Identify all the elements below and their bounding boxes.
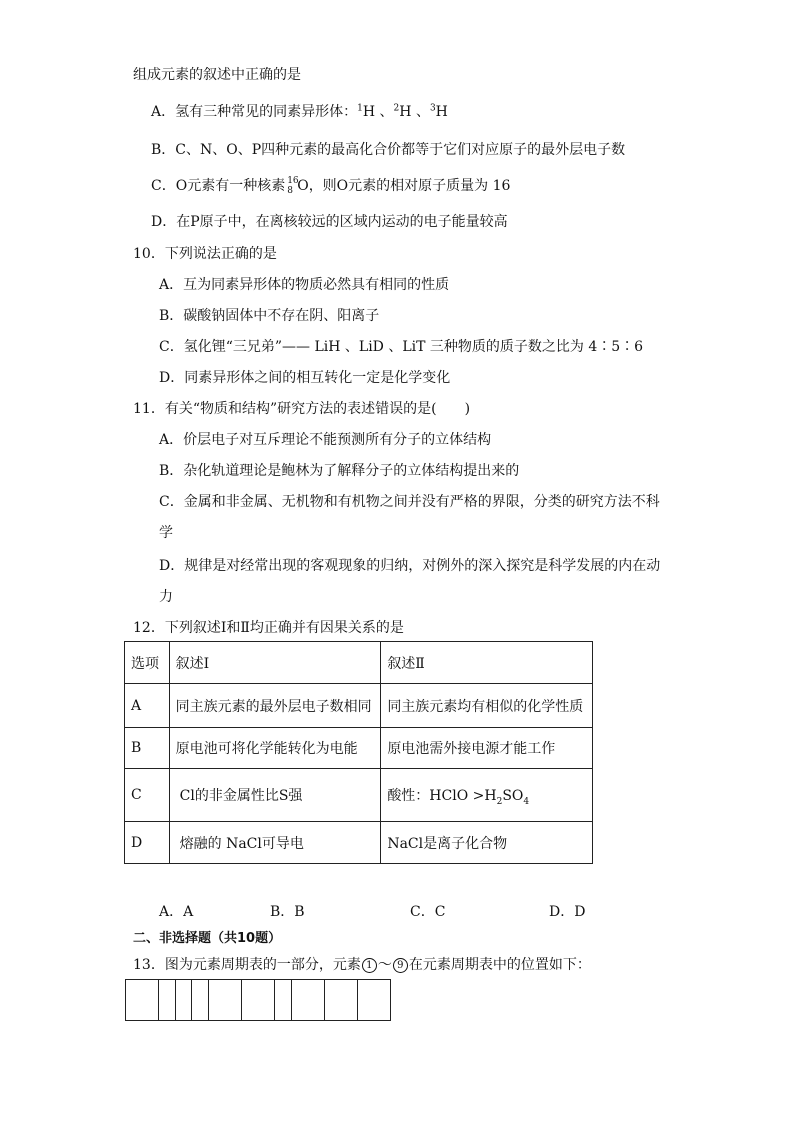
table-cell: NaCl是离子化合物 (381, 822, 593, 864)
q12-table (124, 641, 593, 864)
q10-option-a: A．互为同素异形体的物质必然具有相同的性质 (159, 277, 450, 293)
table-row (125, 684, 593, 728)
q12-option-d: D．D (549, 904, 586, 920)
table-cell: 同主族元素的最外层电子数相同 (169, 684, 381, 728)
nuclide-symbol: 16 8 (287, 176, 299, 196)
q12-option-a: A．A (159, 904, 194, 920)
q12-stem: 12．下列叙述Ⅰ和Ⅱ均正确并有因果关系的是 (133, 620, 404, 636)
table-header-cell: 叙述Ⅱ (381, 642, 593, 684)
table-header-cell: 选项 (125, 642, 170, 684)
table-cell: 同主族元素均有相似的化学性质 (381, 684, 593, 728)
section-title: 二、非选择题（共10题） (133, 931, 282, 946)
q11-option-b: B．杂化轨道理论是鲍林为了解释分子的立体结构提出来的 (159, 463, 520, 479)
q11-option-a: A．价层电子对互斥理论不能预测所有分子的立体结构 (159, 432, 492, 448)
table-cell (292, 980, 325, 1021)
table-cell: 熔融的 NaCl可导电 (169, 822, 381, 864)
table-cell (126, 980, 159, 1021)
q9-option-a: A．氢有三种常见的同素异形体：$^1$H 、$^2$H 、$^3$H (151, 103, 448, 120)
table-cell: 原电池可将化学能转化为电能 (169, 728, 381, 769)
table-cell (275, 980, 292, 1021)
table-cell: D (125, 822, 170, 864)
table-cell: A (125, 684, 170, 728)
table-cell (242, 980, 275, 1021)
table-row (125, 728, 593, 769)
q9-option-c: C．O元素有一种核素 16 8 O，则O元素的相对原子质量为 16 (151, 176, 511, 196)
q9-stem: 组成元素的叙述中正确的是 (133, 67, 301, 83)
q9-option-d: D．在P原子中，在离核较远的区域内运动的电子能量较高 (151, 214, 508, 230)
table-cell (192, 980, 209, 1021)
table-cell: 原电池需外接电源才能工作 (381, 728, 593, 769)
q10-option-b: B．碳酸钠固体中不存在阴、阳离子 (159, 308, 380, 324)
table-cell (325, 980, 358, 1021)
table-cell (358, 980, 391, 1021)
q12-option-c: C．C (410, 904, 446, 920)
table-row (125, 822, 593, 864)
q11-stem: 11．有关“物质和结构”研究方法的表述错误的是( ) (133, 401, 471, 417)
q11-option-c-line1: C．金属和非金属、无机物和有机物之间并没有严格的界限，分类的研究方法不科 (159, 494, 660, 510)
table-header-row (125, 642, 593, 684)
q11-option-d-line1: D．规律是对经常出现的客观现象的归纳，对例外的深入探究是科学发展的内在动 (159, 558, 661, 574)
q12-option-b: B．B (270, 904, 305, 920)
q11-option-d-line2: 力 (159, 589, 173, 605)
table-row (125, 769, 593, 822)
table-cell: C (125, 769, 170, 822)
table-cell (209, 980, 242, 1021)
table-cell: Cl的非金属性比S强 (169, 769, 381, 822)
q10-stem: 10．下列说法正确的是 (133, 246, 277, 262)
q11-option-c-line2: 学 (159, 525, 173, 541)
table-cell (159, 980, 176, 1021)
table-cell: B (125, 728, 170, 769)
circled-number-1: 1 (362, 958, 377, 973)
q10-option-c: C．氢化锂“三兄弟”—— LiH 、LiD 、LiT 三种物质的质子数之比为 4∶5∶6 (159, 339, 644, 355)
q9-option-b: B．C、N、O、P四种元素的最高化合价都等于它们对应原子的最外层电子数 (151, 142, 626, 158)
table-header-cell: 叙述Ⅰ (169, 642, 381, 684)
circled-number-9: 9 (393, 958, 408, 973)
q10-option-d: D．同素异形体之间的相互转化一定是化学变化 (159, 370, 451, 386)
q13-stem: 13．图为元素周期表的一部分，元素 1 ～ 9 在元素周期表中的位置如下： (133, 957, 591, 973)
table-cell (176, 980, 192, 1021)
periodic-table-fragment (125, 979, 391, 1021)
table-cell-formula: 酸性：HClO $>H_2SO_4$ (381, 769, 593, 822)
